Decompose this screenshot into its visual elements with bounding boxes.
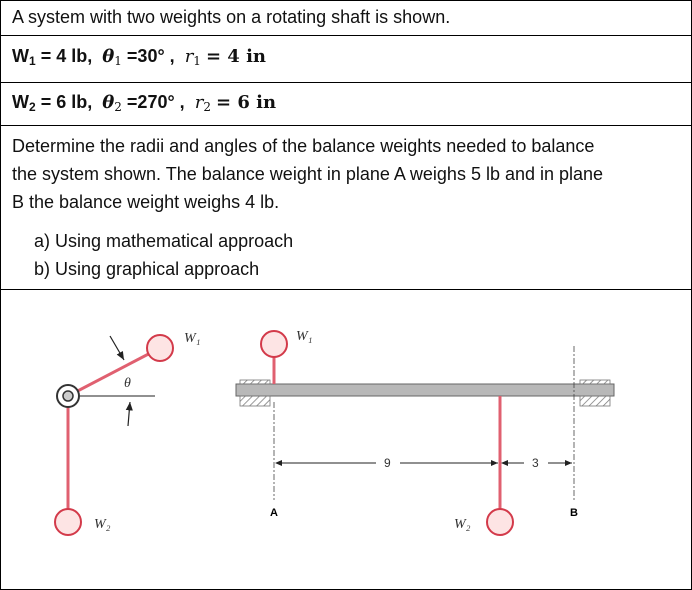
w1-value: = 4 lb, (40, 46, 93, 66)
angle-arrow (128, 402, 130, 426)
w1-symbol: W (12, 46, 29, 66)
r1-value: = 4 in (205, 46, 267, 67)
side-view (236, 329, 614, 535)
rotation-arrow (110, 336, 124, 360)
divider (1, 125, 691, 126)
problem-statement: Determine the radii and angles of the balance weights needed to balance the system shown. The balance weight in plane A weighs 5 lb and in plane B the balance weight weighs 4 lb. (12, 136, 604, 212)
w2-value: = 6 lb, (40, 92, 93, 112)
r2-value: = 6 in (215, 92, 277, 113)
w1-subscript: 1 (29, 54, 36, 68)
separator: , (169, 46, 175, 66)
intro-text: A system with two weights on a rotating shaft is shown. (12, 7, 451, 27)
end-w2-label: W₂ (94, 517, 111, 532)
list-item: b) Using graphical approach (34, 259, 260, 279)
divider (1, 35, 691, 36)
side-weight-1 (261, 331, 287, 357)
divider (1, 289, 691, 290)
w2-subscript: 2 (29, 100, 36, 114)
r1-symbol: $r_1$ (184, 46, 201, 68)
given-weight-2 (12, 91, 276, 115)
side-w1-label: W₁ (296, 329, 313, 344)
divider (1, 82, 691, 83)
dim-3-label: 3 (532, 456, 539, 470)
given-weight-1 (12, 45, 266, 69)
theta-label: θ (124, 376, 131, 391)
bearing-left (240, 380, 270, 384)
theta2-symbol: $\theta_2$ (102, 92, 122, 114)
end-weight-1 (147, 335, 173, 361)
shaft (236, 384, 614, 396)
list-item: a) Using mathematical approach (34, 231, 294, 251)
shaft-center (63, 391, 73, 401)
theta1-value: =30° (126, 46, 165, 66)
w1-arm (68, 348, 160, 396)
end-view (55, 331, 201, 535)
side-weight-2 (487, 509, 513, 535)
plane-b-label: B (570, 507, 578, 519)
shaft-figure (40, 318, 640, 558)
bearing-right (580, 380, 610, 384)
theta2-value: =270° (126, 92, 175, 112)
theta1-symbol: $\theta_1$ (102, 46, 122, 68)
end-w1-label: W₁ (184, 331, 201, 346)
plane-a-label: A (270, 507, 278, 519)
w2-symbol: W (12, 92, 29, 112)
separator: , (179, 92, 185, 112)
r2-symbol: $r_2$ (194, 92, 211, 114)
bearing-left (240, 396, 270, 406)
side-w2-label: W₂ (454, 517, 471, 532)
dim-9-label: 9 (384, 456, 391, 470)
bearing-right (580, 396, 610, 406)
end-weight-2 (55, 509, 81, 535)
